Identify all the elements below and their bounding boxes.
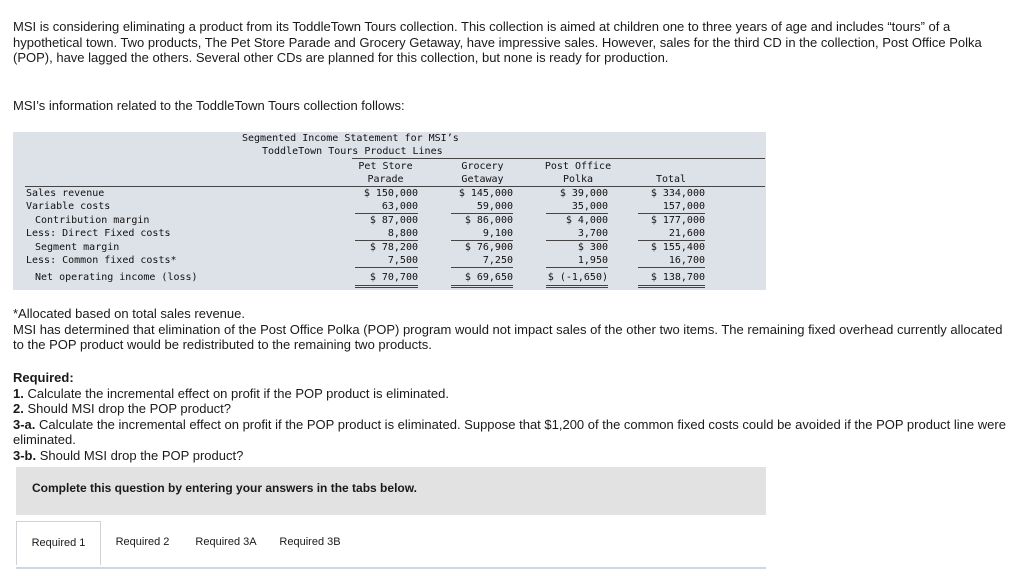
- elimination-note: MSI has determined that elimination of the Post Office Polka (POP) program would not impact sales of the other two items. The remaining fixed overhead currently allocated to the POP product would be redistributed to the remaining two products.: [13, 321, 1003, 353]
- subtotal-rule: [638, 240, 705, 241]
- cell-value: $ 87,000: [369, 215, 418, 226]
- instruction-banner: [16, 467, 766, 515]
- row-label: Net operating income (loss): [35, 272, 198, 283]
- subtotal-rule: [546, 213, 608, 214]
- row-label: Variable costs: [26, 201, 111, 212]
- subtotal-rule: [355, 213, 418, 214]
- header-rule: [352, 158, 765, 159]
- subtotal-rule: [546, 267, 608, 268]
- row-label: Sales revenue: [26, 188, 105, 199]
- cell-value: $ 177,000: [650, 215, 705, 226]
- row-label: Less: Direct Fixed costs: [26, 228, 171, 239]
- row-label: Less: Common fixed costs*: [26, 255, 177, 266]
- cell-value: $ 334,000: [650, 188, 705, 199]
- header-grocery-2: Getaway: [461, 174, 504, 185]
- cell-value: $ 39,000: [559, 188, 608, 199]
- segmented-income-statement: [13, 132, 766, 290]
- tab-required-3a[interactable]: Required 3A: [195, 536, 257, 548]
- subtotal-rule: [546, 240, 608, 241]
- total-rule: [546, 285, 608, 288]
- cell-value: 16,700: [668, 255, 705, 266]
- tab-required-1[interactable]: Required 1: [16, 521, 101, 565]
- required-text: Should MSI drop the POP product?: [27, 401, 232, 417]
- required-number: 3-a.: [13, 416, 36, 432]
- cell-value: $ 155,400: [650, 242, 705, 253]
- header-pet-store-2: Parade: [367, 174, 404, 185]
- statement-title-line-2: ToddleTown Tours Product Lines: [262, 146, 443, 157]
- required-heading: Required:: [13, 370, 74, 385]
- cell-value: 7,500: [387, 255, 418, 266]
- cell-value: $ 78,200: [369, 242, 418, 253]
- required-number: 3-b.: [13, 447, 37, 463]
- cell-value: $ 69,650: [464, 272, 513, 283]
- header-total: Total: [655, 174, 687, 185]
- subtotal-rule: [355, 267, 418, 268]
- header-grocery-1: Grocery: [461, 161, 504, 172]
- required-item-1: [13, 386, 1013, 402]
- required-item-3b: [13, 448, 1013, 464]
- total-rule: [451, 285, 513, 288]
- cell-value: $ 76,900: [464, 242, 513, 253]
- answer-tabs: [16, 521, 766, 569]
- total-rule: [638, 285, 705, 288]
- statement-notes: [13, 306, 1013, 353]
- subtotal-rule: [451, 213, 513, 214]
- cell-value: $ 4,000: [565, 215, 608, 226]
- header-post-office-1: Post Office: [544, 161, 612, 172]
- statement-title-line-1: Segmented Income Statement for MSI’s: [242, 133, 459, 144]
- cell-value: 59,000: [476, 201, 513, 212]
- cell-value: 9,100: [482, 228, 513, 239]
- cell-value: 35,000: [571, 201, 608, 212]
- cell-value: $ (-1,650): [547, 272, 608, 283]
- info-intro: MSI’s information related to the ToddleTown Tours collection follows:: [13, 98, 405, 113]
- tab-required-2[interactable]: Required 2: [115, 536, 170, 548]
- required-section: [13, 370, 1013, 464]
- header-pet-store-1: Pet Store: [358, 161, 413, 172]
- total-rule: [355, 285, 418, 288]
- required-number: 1.: [13, 385, 24, 401]
- problem-intro: MSI is considering eliminating a product from its ToddleTown Tours collection. This collection is aimed at children one to three years of age and includes “tours” of a hypothetical town. Two products, The Pet Store Parade and Grocery Getaway, have impressive sales. However, sales for the third CD in the collection, Post Office Polka (POP), have lagged the others. Several other CDs are planned for this collection, but none is ready for production.: [13, 19, 982, 66]
- cell-value: $ 150,000: [363, 188, 418, 199]
- cell-value: $ 70,700: [369, 272, 418, 283]
- cell-value: 1,950: [577, 255, 608, 266]
- required-item-3a: [13, 417, 1013, 448]
- cell-value: 157,000: [662, 201, 705, 212]
- header-post-office-2: Polka: [562, 174, 594, 185]
- subtotal-rule: [451, 267, 513, 268]
- required-number: 2.: [13, 401, 24, 417]
- tab-required-3b[interactable]: Required 3B: [279, 536, 341, 548]
- cell-value: $ 145,000: [458, 188, 513, 199]
- row-label: Segment margin: [35, 242, 120, 253]
- subtotal-rule: [638, 267, 705, 268]
- required-text: Calculate the incremental effect on profit if the POP product is eliminated.: [27, 385, 449, 401]
- cell-value: 7,250: [482, 255, 513, 266]
- table-top-rule: [25, 186, 765, 187]
- cell-value: 21,600: [668, 228, 705, 239]
- cell-value: $ 300: [577, 242, 608, 253]
- subtotal-rule: [355, 240, 418, 241]
- cell-value: $ 86,000: [464, 215, 513, 226]
- allocation-footnote: *Allocated based on total sales revenue.: [13, 306, 245, 321]
- required-text: Should MSI drop the POP product?: [39, 447, 244, 463]
- cell-value: 3,700: [577, 228, 608, 239]
- required-text: Calculate the incremental effect on profit if the POP product is eliminated. Suppose that $1,200 of the common fixed costs could be avoided if the POP product line were eliminated.: [13, 416, 1006, 448]
- cell-value: $ 138,700: [650, 272, 705, 283]
- cell-value: 63,000: [381, 201, 418, 212]
- instruction-text: Complete this question by entering your answers in the tabs below.: [32, 481, 417, 495]
- subtotal-rule: [451, 240, 513, 241]
- subtotal-rule: [638, 213, 705, 214]
- cell-value: 8,800: [387, 228, 418, 239]
- required-item-2: [13, 401, 1013, 417]
- row-label: Contribution margin: [35, 215, 150, 226]
